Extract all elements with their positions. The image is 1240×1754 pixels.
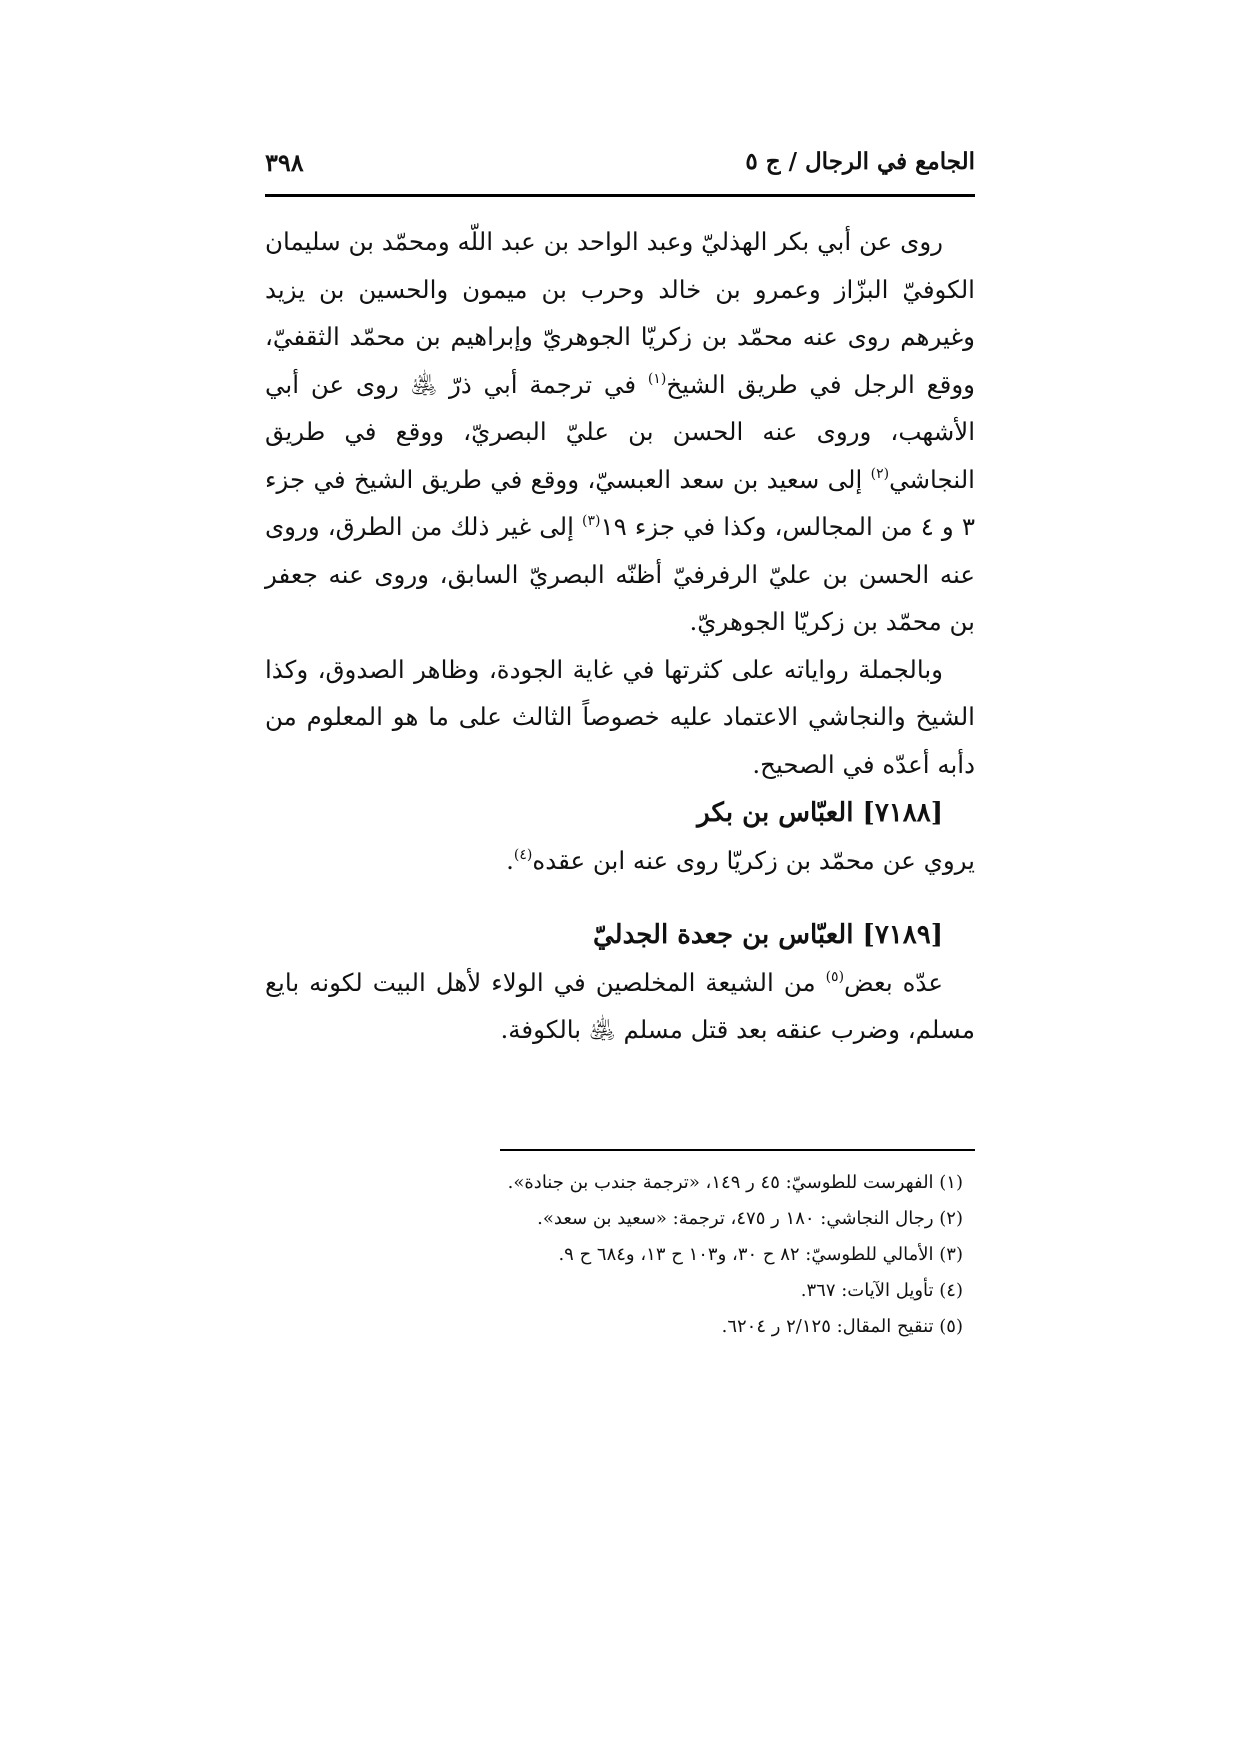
footnote-ref-5[interactable]: (٥): [825, 969, 845, 985]
entry-body: [265, 837, 975, 884]
footnotes: [265, 1165, 975, 1345]
footnote-3: (٣) الأمالي للطوسيّ: ٨٢ ح ٣٠، و١٠٣ ح ١٣، و٦٨٤ ح ٩.: [558, 1244, 963, 1265]
entry-text: عدّه بعض: [844, 968, 943, 997]
header-rule: [265, 194, 975, 197]
paragraph-2: وبالجملة رواياته على كثرتها في غاية الجودة، وظاهر الصدوق، وكذا الشيخ والنجاشي الاعتماد عليه خصوصاً الثالث على ما هو المعلوم من دأبه أعدّه في الصحيح.: [265, 654, 975, 779]
paragraph-1-part-3: إلى سعيد بن سعد العبسيّ، ووقع في طريق الشيخ في جزء ٣ و ٤ من المجالس، وكذا في جزء ١٩: [265, 464, 975, 541]
footnote-5: (٥) تنقيح المقال: ٢/١٢٥ ر ٦٢٠٤.: [721, 1316, 963, 1337]
page-number: ٣٩٨: [265, 148, 304, 177]
paragraph-1: [265, 218, 975, 646]
entry-name: العبّاس بن جعدة الجدليّ: [593, 920, 854, 950]
footnote-4: (٤) تأويل الآيات: ٣٦٧.: [800, 1280, 963, 1301]
entry-heading: [265, 790, 975, 837]
running-header: [265, 148, 975, 188]
footnote-2: (٢) رجال النجاشي: ١٨٠ ر ٤٧٥، ترجمة: «سعيد بن سعد».: [537, 1208, 963, 1229]
entry-number: [٧١٨٨]: [862, 798, 943, 828]
footnote-ref-3[interactable]: (٣): [582, 513, 601, 529]
paragraph-1-part-2: في ترجمة أبي ذرّ ﵁ روى عن أبي الأشهب، وروى عنه الحسن بن عليّ البصريّ، ووقع في طريق النجاشي: [265, 369, 975, 494]
entry-text: يروي عن محمّد بن زكريّا روى عنه ابن عقده: [532, 846, 975, 875]
running-title: الجامع في الرجال / ج ٥: [745, 148, 975, 175]
entry-number: [٧١٨٩]: [862, 920, 943, 950]
footnote-ref-1[interactable]: (١): [647, 370, 667, 387]
footnote-1: (١) الفهرست للطوسيّ: ٤٥ ر ١٤٩، «ترجمة جندب بن جنادة».: [507, 1172, 963, 1193]
entry-text-end: من الشيعة المخلصين في الولاء لأهل البيت لكونه بايع مسلم، وضرب عنقه بعد قتل مسلم ﵁ بالكوفة.: [265, 968, 975, 1044]
entry-7188: [265, 790, 975, 884]
footnote-ref-4[interactable]: (٤): [513, 847, 533, 863]
entry-name: العبّاس بن بكر: [697, 798, 854, 828]
entry-heading: [265, 912, 975, 959]
entry-body: [265, 959, 975, 1053]
paragraph-1-part-4: إلى غير ذلك من الطرق، وروى عنه الحسن بن عليّ الرفرفيّ أظنّه البصريّ السابق، وروى عنه جعفر بن محمّد بن زكريّا الجوهريّ.: [265, 512, 975, 636]
entry-7189: [265, 912, 975, 1053]
entry-text-end: .: [506, 846, 514, 875]
footnote-ref-2[interactable]: (٢): [870, 465, 890, 482]
main-text: [265, 218, 975, 788]
footnote-separator: [500, 1149, 975, 1151]
paragraph-1-part-1: روى عن أبي بكر الهذليّ وعبد الواحد بن عبد اللّه ومحمّد بن سليمان الكوفيّ البزّاز وعمرو بن خالد وحرب بن ميمون والحسين بن يزيد وغيرهم روى عنه محمّد بن زكريّا الجوهريّ وإبراهيم بن محمّد الثقفيّ، ووقع الرجل في طريق الشيخ: [265, 227, 975, 399]
